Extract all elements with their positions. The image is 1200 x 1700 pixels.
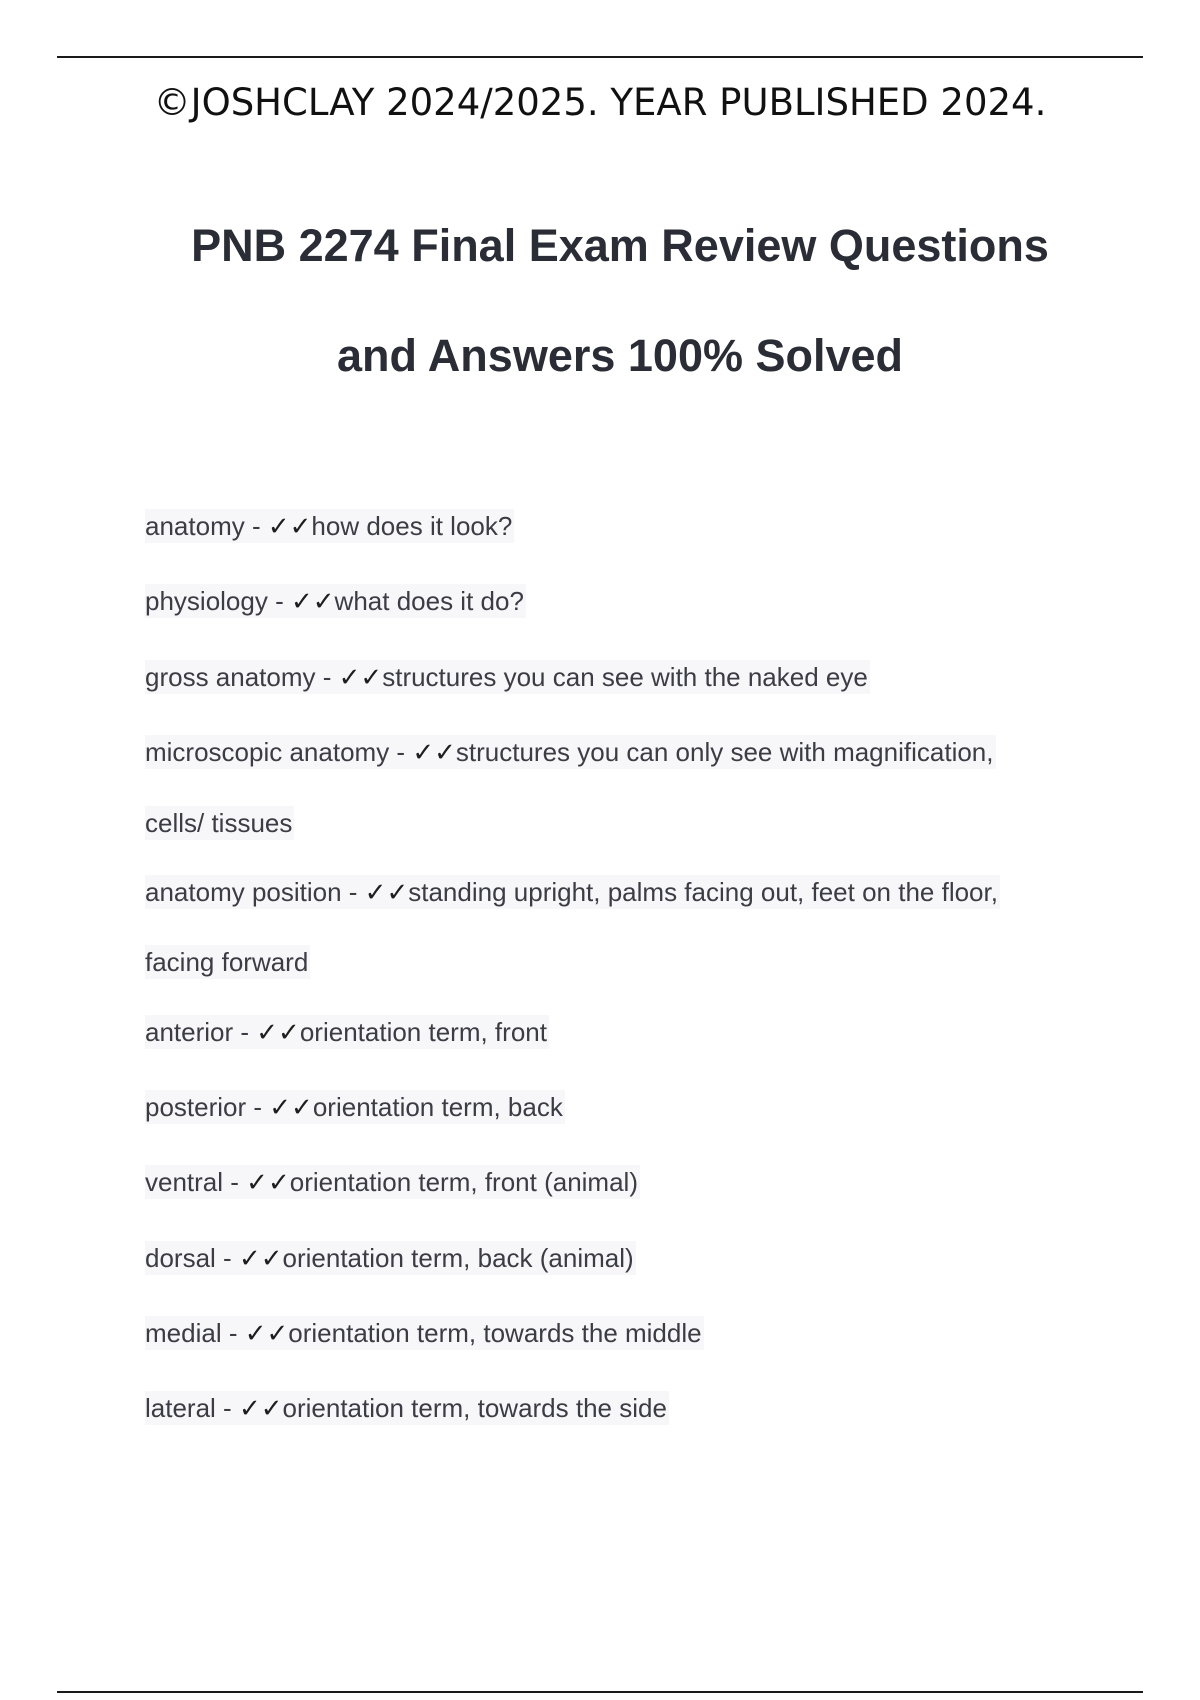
double-check-icon: ✓✓ bbox=[364, 877, 409, 907]
qa-answer: orientation term, front bbox=[299, 1017, 547, 1047]
qa-separator: - bbox=[215, 1393, 239, 1423]
qa-item-medial bbox=[145, 1316, 704, 1350]
double-check-icon: ✓✓ bbox=[246, 1167, 290, 1197]
qa-separator: - bbox=[315, 662, 339, 692]
qa-answer: structures you can only see with magnification, bbox=[455, 737, 994, 767]
double-check-icon: ✓✓ bbox=[238, 1393, 283, 1423]
qa-term: dorsal bbox=[145, 1243, 216, 1273]
qa-item-dorsal bbox=[145, 1241, 636, 1275]
double-check-icon: ✓✓ bbox=[412, 737, 456, 767]
qa-separator: - bbox=[223, 1167, 247, 1197]
qa-separator: - bbox=[221, 1318, 245, 1348]
qa-answer: standing upright, palms facing out, feet on the floor, bbox=[408, 877, 998, 907]
double-check-icon: ✓✓ bbox=[290, 586, 335, 616]
qa-item-gross-anatomy bbox=[145, 660, 870, 694]
qa-separator: - bbox=[389, 737, 413, 767]
qa-separator: - bbox=[341, 877, 365, 907]
qa-answer: structures you can see with the naked eye bbox=[382, 662, 868, 692]
qa-separator: - bbox=[267, 586, 291, 616]
qa-item-anatomy bbox=[145, 509, 514, 543]
qa-item-continuation: facing forward bbox=[145, 947, 309, 977]
qa-item-ventral bbox=[145, 1165, 640, 1199]
double-check-icon: ✓✓ bbox=[267, 511, 312, 541]
qa-separator: - bbox=[246, 1092, 270, 1122]
qa-term: posterior bbox=[145, 1092, 247, 1122]
top-rule bbox=[57, 56, 1143, 58]
bottom-rule bbox=[57, 1691, 1143, 1693]
double-check-icon: ✓✓ bbox=[256, 1017, 300, 1047]
qa-item-anterior bbox=[145, 1015, 549, 1049]
qa-item-continuation: cells/ tissues bbox=[145, 808, 293, 838]
qa-term: ventral bbox=[145, 1167, 224, 1197]
double-check-icon: ✓✓ bbox=[238, 1243, 283, 1273]
qa-term: microscopic anatomy bbox=[145, 737, 390, 767]
double-check-icon: ✓✓ bbox=[338, 662, 383, 692]
qa-item-microscopic-anatomy bbox=[145, 735, 996, 769]
double-check-icon: ✓✓ bbox=[244, 1318, 289, 1348]
qa-answer: how does it look? bbox=[311, 511, 513, 541]
qa-item-posterior bbox=[145, 1090, 565, 1124]
qa-item-anatomy-position bbox=[145, 875, 1000, 909]
document-title-line-2: and Answers 100% Solved bbox=[336, 330, 904, 381]
qa-term: anatomy position bbox=[145, 877, 342, 907]
qa-separator: - bbox=[233, 1017, 257, 1047]
double-check-icon: ✓✓ bbox=[269, 1092, 313, 1122]
copyright-header: ©JOSHCLAY 2024/2025. YEAR PUBLISHED 2024. bbox=[153, 81, 1047, 124]
qa-answer: orientation term, back (animal) bbox=[282, 1243, 634, 1273]
qa-term: anterior bbox=[145, 1017, 234, 1047]
qa-answer: what does it do? bbox=[334, 586, 524, 616]
qa-answer: orientation term, towards the side bbox=[282, 1393, 667, 1423]
qa-term: anatomy bbox=[145, 511, 245, 541]
qa-term: lateral bbox=[145, 1393, 216, 1423]
qa-separator: - bbox=[215, 1243, 239, 1273]
qa-answer: orientation term, front (animal) bbox=[289, 1167, 638, 1197]
qa-answer: orientation term, back bbox=[312, 1092, 563, 1122]
qa-separator: - bbox=[244, 511, 268, 541]
qa-item-lateral bbox=[145, 1391, 669, 1425]
qa-term: gross anatomy bbox=[145, 662, 316, 692]
document-title-line-1: PNB 2274 Final Exam Review Questions bbox=[191, 220, 1049, 271]
qa-term: physiology bbox=[145, 586, 268, 616]
qa-term: medial bbox=[145, 1318, 222, 1348]
qa-answer: orientation term, towards the middle bbox=[288, 1318, 702, 1348]
qa-item-physiology bbox=[145, 584, 526, 618]
